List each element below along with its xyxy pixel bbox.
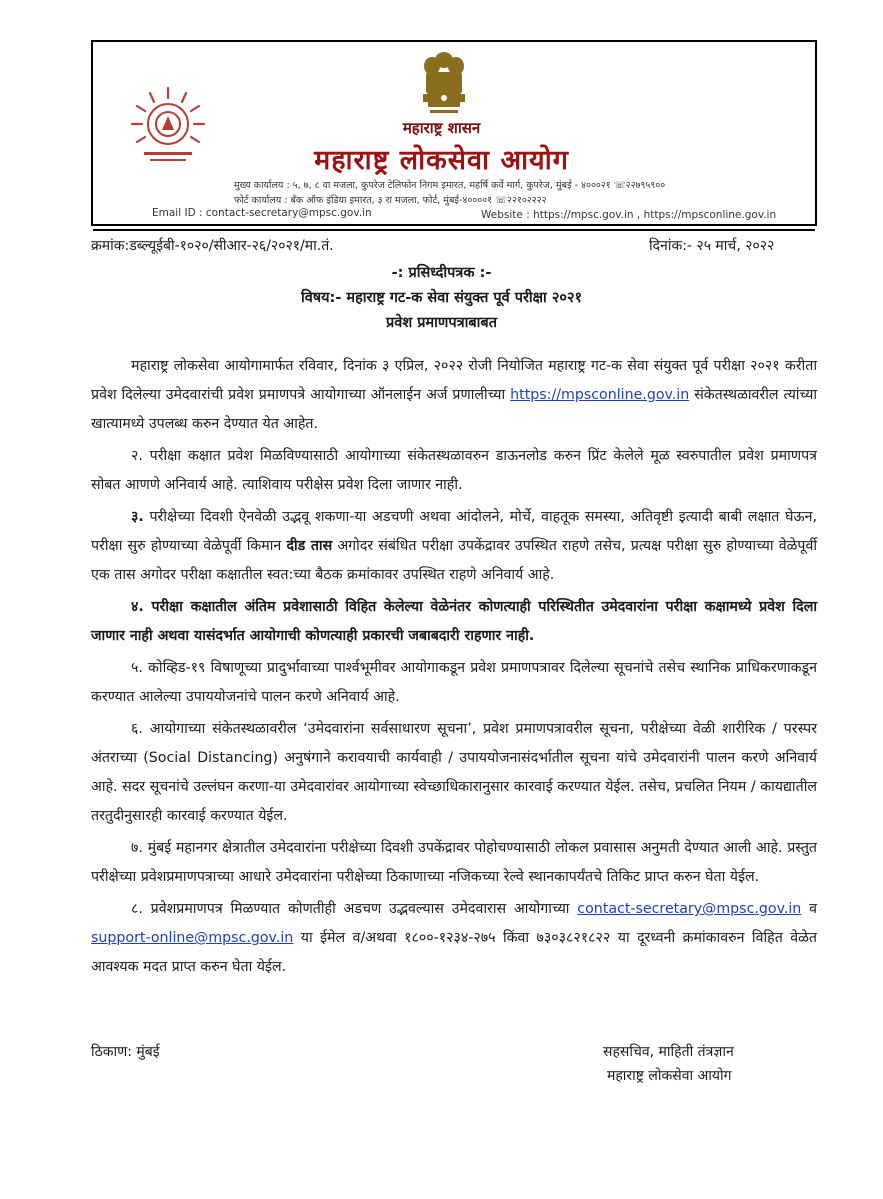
- paragraph-2: २. परीक्षा कक्षात प्रवेश मिळविण्यासाठी आयोगाच्या संकेतस्थळावरुन डाऊनलोड करुन प्रिंट केलेले मूळ स्वरुपातील प्रवेश प्रमाणपत्र सोबत आणणे अनिवार्य आहे. त्याशिवाय परीक्षेस प्रवेश दिला जाणार नाही.: [91, 448, 817, 493]
- document-date: दिनांक:- २५ मार्च, २०२२: [649, 238, 775, 254]
- paragraph-1: महाराष्ट्र लोकसेवा आयोगामार्फत रविवार, दिनांक ३ एप्रिल, २०२२ रोजी नियोजित महाराष्ट्र गट-क सेवा संयुक्त पूर्व परीक्षा २०२१ करीता प्रवेश दिलेल्या उमेदवारांची प्रवेश प्रमाणपत्रे आयोगाच्या ऑनलाईन अर्ज प्रणालीच्या https://mpsconline.gov.in संकेतस्थळावरील त्यांच्या खात्यामध्ये उपलब्ध करुन देण्यात येत आहेत.: [91, 358, 817, 432]
- paragraph-5: ५. कोव्हिड-१९ विषाणूच्या प्रादुर्भावाच्या पार्श्वभूमीवर आयोगाकडून प्रवेश प्रमाणपत्रावर दिलेल्या सूचनांचे तसेच स्थानिक प्राधिकरणाकडून करण्यात आलेल्या उपाययोजनांचे पालन करणे अनिवार्य आहे.: [91, 660, 817, 705]
- signatory-organization: महाराष्ट्र लोकसेवा आयोग: [607, 1068, 732, 1084]
- regarding-line: प्रवेश प्रमाणपत्राबाबत: [386, 315, 497, 331]
- place: ठिकाण: मुंबई: [91, 1044, 160, 1060]
- ashoka-emblem-icon: [418, 48, 470, 118]
- paragraph-8: ८. प्रवेशप्रमाणपत्र मिळण्यात कोणतीही अडचण उद्भवल्यास उमेदवारास आयोगाच्या contact-secretary@mpsc.gov.in व support-online@mpsc.gov.in या ईमेल व/अथवा १८००-१२३४-२७५ किंवा ७३०३८२१८२२ या दूरध्वनी क्रमांकावरुन विहित वेळेत आवश्यक मदत प्राप्त करुन घेता येईल.: [91, 901, 818, 975]
- document-body: [91, 352, 817, 985]
- signatory-title: सहसचिव, माहिती तंत्रज्ञान: [603, 1044, 734, 1060]
- contact-secretary-email-link[interactable]: contact-secretary@mpsc.gov.in: [577, 901, 802, 917]
- subject-line: विषय:- महाराष्ट्र गट-क सेवा संयुक्त पूर्व परीक्षा २०२१: [300, 290, 583, 306]
- paragraph-3: ३. परीक्षेच्या दिवशी ऐनवेळी उद्भवू शकणा-या अडचणी अथवा आंदोलने, मोर्चे, वाहतूक समस्या, अतिवृष्टी इत्यादी बाबी लक्षात घेऊन, परीक्षा सुरु होण्याच्या वेळेपूर्वी किमान दीड तास अगोदर संबंधित परीक्षा उपकेंद्रावर उपस्थित राहणे तसेच, प्रत्यक्ष परीक्षा सुरु होण्याच्या वेळेपूर्वी एक तास अगोदर परीक्षा कक्षातील स्वत:च्या बैठक क्रमांकावर उपस्थित राहणे अनिवार्य आहे.: [91, 509, 818, 583]
- paragraph-7: ७. मुंबई महानगर क्षेत्रातील उमेदवारांना परीक्षेच्या दिवशी उपकेंद्रावर पोहोचण्यासाठी लोकल प्रवासास अनुमती देण्यात आली आहे. प्रस्तुत परीक्षेच्या प्रवेशप्रमाणपत्राच्या आधारे उमेदवारांना परीक्षेच्या ठिकाणाच्या नजिकच्या रेल्वे स्थानकापर्यंतचे तिकिट प्राप्त करुन घेता येईल.: [91, 840, 817, 885]
- letterhead-website: Website : https://mpsc.gov.in , https://mpsconline.gov.in: [481, 209, 777, 221]
- mpsconline-link[interactable]: https://mpsconline.gov.in: [510, 387, 690, 403]
- letterhead-divider: [93, 229, 815, 231]
- letterhead-email: Email ID : contact-secretary@mpsc.gov.in: [152, 207, 372, 219]
- fort-office-address: फोर्ट कार्यालय : बँक ऑफ इंडिया इमारत, ३ रा मजला, फोर्ट, मुंबई-४००००१ ☏२२१०२२२२: [234, 195, 547, 206]
- reference-number: क्रमांक:डब्ल्यूईबी-१०२०/सीआर-२६/२०२१/मा.तं.: [91, 238, 334, 254]
- support-online-email-link[interactable]: support-online@mpsc.gov.in: [91, 930, 294, 946]
- government-name: महाराष्ट्र शासन: [402, 119, 481, 137]
- paragraph-4: ४. परीक्षा कक्षातील अंतिम प्रवेशासाठी विहित केलेल्या वेळेनंतर कोणत्याही परिस्थितीत उमेदवारांना परीक्षा कक्षामध्ये प्रवेश दिला जाणार नाही अथवा यासंदर्भात आयोगाची कोणत्याही प्रकारची जबाबदारी राहणार नाही.: [91, 599, 817, 644]
- head-office-address: मुख्य कार्यालय : ५, ७, ८ वा मजला, कुपरेज टेलिफोन निगम इमारत, महर्षि कर्वे मार्ग, कुपरेज, मुंबई - ४०००२१ ☏२२७९५९००: [234, 180, 666, 191]
- commission-name: महाराष्ट्र लोकसेवा आयोग: [314, 145, 569, 176]
- paragraph-6: ६. आयोगाच्या संकेतस्थळावरील ‘उमेदवारांना सर्वसाधारण सूचना’, प्रवेश प्रमाणपत्रावरील सूचना, परीक्षेच्या वेळी शारीरिक / परस्पर अंतराच्या (Social Distancing) अनुषंगाने करावयाची कार्यवाही / उपाययोजनासंदर्भातील सूचना यांचे उमेदवारांनी पालन करणे अनिवार्य आहे. सदर सूचनांचे उल्लंघन करणा-या उमेदवारांवर आयोगाच्या स्वेच्छाधिकारानुसार कारवाई करण्यात येईल. तसेच, प्रचलित नियम / कायद्यातील तरतुदीनुसारही कारवाई करण्यात येईल.: [91, 721, 817, 824]
- press-release-title: -: प्रसिध्दीपत्रक :-: [391, 265, 492, 281]
